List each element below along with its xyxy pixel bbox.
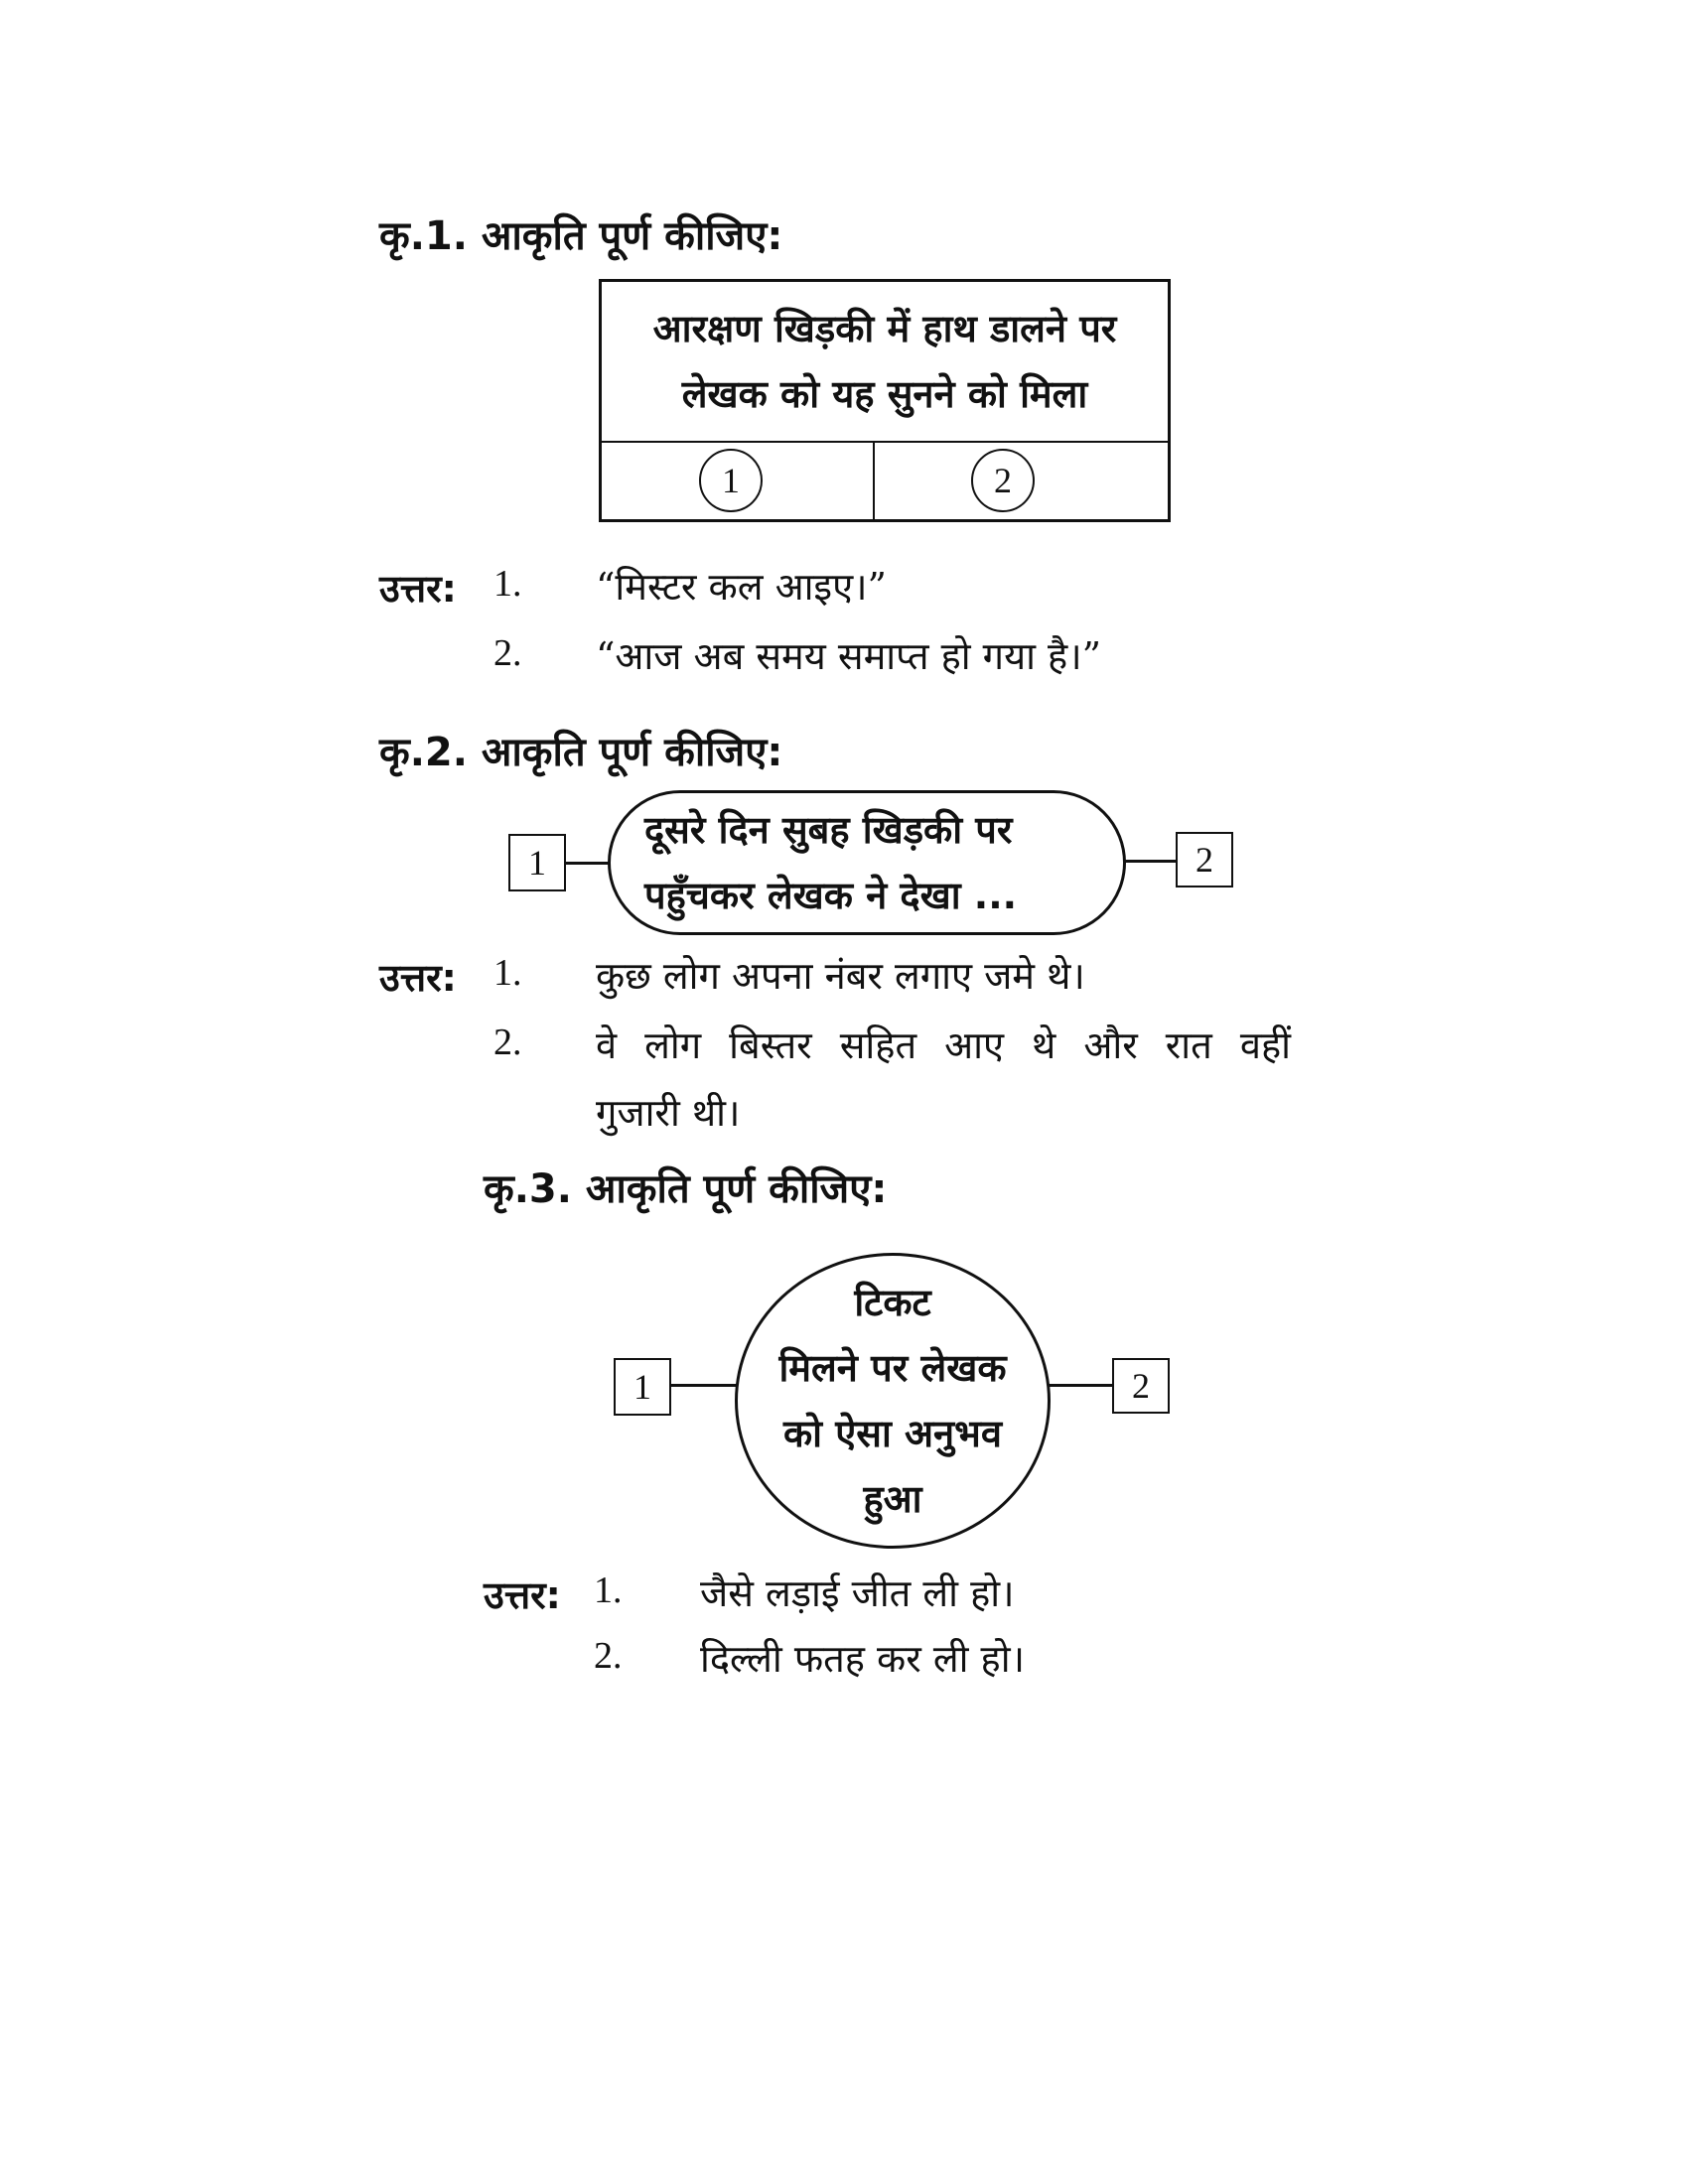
q1-answer-2-text: “आज अब समय समाप्त हो गया है।” — [596, 634, 1102, 678]
q1-figure-prompt — [602, 282, 1168, 441]
q1-heading: कृ.1. आकृति पूर्ण कीजिए: — [379, 213, 783, 259]
q2-connector-right — [1124, 860, 1178, 863]
q2-oval-line2: पहुँचकर लेखक ने देखा ... — [644, 874, 1018, 917]
q2-answer-1-number: 1. — [493, 952, 522, 994]
q2-figure-oval — [608, 790, 1126, 935]
q3-box-1: 1 — [614, 1358, 671, 1416]
q3-circle-line2: मिलने पर लेखक — [778, 1346, 1007, 1390]
q1-slot-1-circle: 1 — [699, 449, 763, 512]
q2-box-1: 1 — [508, 834, 566, 891]
q3-heading: कृ.3. आकृति पूर्ण कीजिए: — [484, 1166, 888, 1212]
q3-circle-line1: टिकट — [854, 1281, 931, 1324]
q1-answer-1-text: “मिस्टर कल आइए।” — [596, 565, 887, 609]
q2-answer-2-number: 2. — [493, 1022, 522, 1063]
q2-connector-left — [566, 862, 610, 865]
q3-connector-right — [1049, 1384, 1114, 1387]
q2-box-2: 2 — [1176, 832, 1233, 887]
q2-oval-line1: दूसरे दिन सुबह खिड़की पर — [644, 808, 1013, 852]
q2-answer-label: उत्तर: — [379, 956, 457, 1000]
q3-connector-left — [671, 1384, 737, 1387]
q1-answer-2-number: 2. — [493, 632, 522, 674]
q2-heading: कृ.2. आकृति पूर्ण कीजिए: — [379, 730, 783, 775]
q1-answer-label: उत्तर: — [379, 567, 457, 611]
q1-slot-2-circle: 2 — [971, 449, 1035, 512]
q3-answer-label: उत्तर: — [484, 1573, 561, 1617]
q3-answer-2-number: 2. — [594, 1635, 623, 1677]
q3-answer-2-text: दिल्ली फतह कर ली हो। — [700, 1637, 1025, 1681]
q2-answer-1-text: कुछ लोग अपना नंबर लगाए जमे थे। — [596, 954, 1085, 998]
q1-prompt-line2: लेखक को यह सुनने को मिला — [681, 372, 1088, 416]
q1-answer-slots — [602, 441, 1168, 521]
q1-answer-1-number: 1. — [493, 563, 522, 605]
q1-slot-divider — [873, 441, 875, 519]
q3-circle-line3: को ऐसा अनुभव — [783, 1412, 1002, 1455]
q3-box-2: 2 — [1112, 1358, 1170, 1414]
q3-answer-1-number: 1. — [594, 1570, 623, 1611]
q2-answer-2-text-line1: वे लोग बिस्तर सहित आए थे और रात वहीं — [596, 1024, 1291, 1067]
q1-figure-table — [599, 279, 1171, 522]
q1-prompt-line1: आरक्षण खिड़की में हाथ डालने पर — [652, 307, 1117, 350]
q2-answer-2-text-line2: गुजारी थी। — [596, 1091, 741, 1135]
q3-figure-circle — [735, 1253, 1051, 1549]
q3-answer-1-text: जैसे लड़ाई जीत ली हो। — [700, 1571, 1015, 1615]
q3-circle-line4: हुआ — [863, 1477, 922, 1521]
